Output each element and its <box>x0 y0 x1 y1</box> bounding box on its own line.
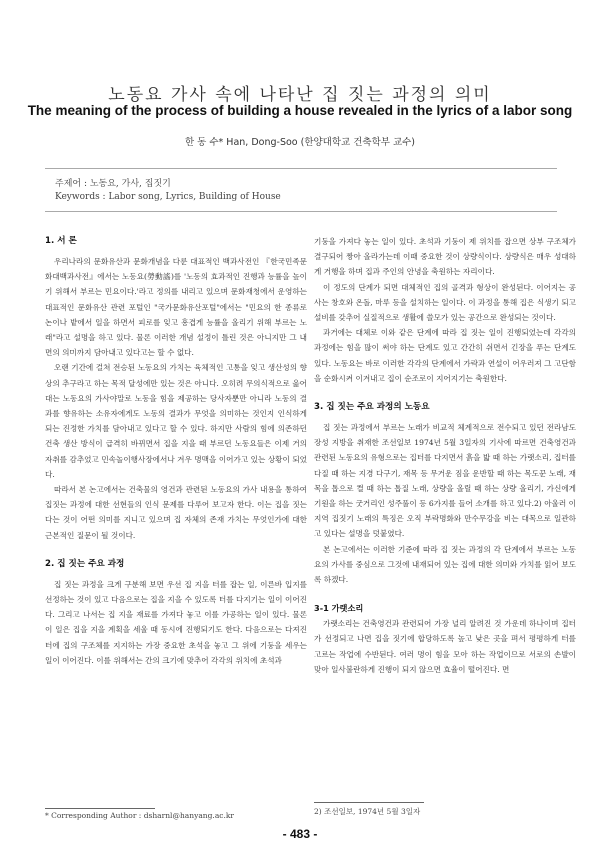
keywords-box <box>45 168 557 212</box>
left-column <box>45 234 307 668</box>
songs-paragraph: 본 논고에서는 이러한 기준에 따라 집 짓는 과정의 각 단계에서 부르는 노동요의 가사를 중심으로 그것에 내재되어 있는 집에 대한 의미와 가치를 읽어 보도록 하겠다. <box>314 544 576 585</box>
keywords-english: Keywords : Labor song, Lyrics, Building of House <box>55 192 281 202</box>
section-heading-songs: 3. 집 짓는 주요 과정의 노동요 <box>314 402 430 413</box>
right-column <box>314 234 576 677</box>
intro-paragraph: 오랜 기간에 걸쳐 전승된 노동요의 가치는 육체적인 고통을 잊고 생산성의 향상의 추구라고 하는 목적 달성에만 있는 것은 아니다. 오히려 무의식적으로 읊어대는 노동요의 가사야말로 노동을 힘을 제공하는 당사자뿐만 아니라 노동의 결과를 향유하는 소유자에게도 노동의 결과가 무엇을 의미하는 것인지 인식하게 되는 진정한 가치를 담아내고 있다고 할 수 있다. 하지만 사람의 힘에 의존하던 건축 생산 방식이 급격히 바뀌면서 집을 지을 때 부르던 노동요들은 이제 거의 자취를 감추었고 민속놀이행사장에서나 겨우 명맥을 이어가고 있는 상황이 되었다. <box>45 363 307 479</box>
page-number: - 483 - <box>282 827 318 841</box>
garae-paragraph: 가랫소리는 건축영건과 관련되어 가장 널리 알려진 것 가운데 하나이며 집터가 선정되고 나면 집을 짓기에 합당하도록 높고 낮은 곳을 펴서 평평하게 터를 고르는 작업에 수반된다. 여러 명이 힘을 모아 하는 작업이므로 서로의 손발이 맞아 일사불란하게 진행이 되지 않으면 효율이 떨어진다. 면 <box>314 619 576 674</box>
author-line: 한 동 수* Han, Dong-Soo (한양대학교 건축학부 교수) <box>184 137 416 148</box>
process-paragraph: 집 짓는 과정을 크게 구분해 보면 우선 집 지을 터를 잡는 일, 이른바 입지를 선정하는 것이 있고 다음으로는 집을 지을 수 있도록 터를 다지기는 일이 이어진다. 그리고 나서는 집 지을 재료를 가져다 놓고 이를 가공하는 일이 있다. 물론 이 일은 집을 지을 계획을 세울 때 동시에 진행되기도 한다. 다음으로는 다져진 터에 집의 구조체를 지지하는 가장 중요한 초석을 놓고 그 위에 기둥을 세우는 일이 이어진다. 이를 위해서는 간의 크기에 맞추어 각각의 위치에 초석과 <box>45 579 307 665</box>
subsection-heading-garae: 3-1 가랫소리 <box>314 603 364 614</box>
footnote-2: 2) 조선일보, 1974년 5월 3일자 <box>314 807 421 816</box>
paper-title-korean: 노동요 가사 속에 나타난 집 짓는 과정의 의미 <box>108 85 492 105</box>
songs-paragraph: 집 짓는 과정에서 부르는 노래가 비교적 체계적으로 전수되고 있던 전라남도 장성 지방을 취재한 조선일보 1974년 5월 3일자의 기사에 따르면 건축영건과 관련된 노동요의 유형으로는 집터를 다지면서 흙을 밟 때 하는 가랫소리, 집터를 다질 때 하는 지경 다구기, 재목 등 무거운 짐을 운반할 때 하는 목도꾼 노래, 재목을 톱으로 켤 때 하는 톱질 노래, 상량을 올릴 때 하는 상량 올리기, 가신에게 기원을 하는 굿거리인 성주풀이 등 6가지를 들어 소개를 하고 있다.2) 아울러 이 지역 집짓기 노래의 특징은 오직 부락명화와 만수무강을 비는 대목으로 일관하고 있다는 설명을 덧붙였다. <box>314 423 576 539</box>
process-paragraph: 과거에는 대체로 이와 같은 단계에 따라 집 짓는 일이 진행되었는데 각각의 과정에는 힘을 많이 써야 하는 단계도 있고 간간히 쉬면서 긴장을 푸는 단계도 있다. 노동요는 바로 이러한 각각의 단계에서 가락과 연설이 어우러져 그 고단함을 순화시켜 이겨내고 집이 순조로이 지어지기는 축원한다. <box>314 328 576 383</box>
footnote-divider <box>45 808 155 809</box>
process-paragraph: 이 정도의 단계가 되면 대체적인 집의 골격과 형상이 완성된다. 이어지는 공사는 창호와 온돌, 마루 등을 설치하는 일이다. 이 과정을 통해 집은 식생기 되고 설비를 갖추어 실질적으로 생활에 쓸모가 있는 공간으로 완성되는 것이다. <box>314 282 576 323</box>
paper-title-english: The meaning of the process of building a house revealed in the lyrics of a labor song <box>27 103 573 118</box>
process-paragraph-continued: 기둥을 가져다 놓는 일이 있다. 초석과 기둥이 제 위치를 잡으면 상부 구조체가 결구되어 짱아 올라가는데 이때 중요한 것이 상량식이다. 상량식은 매우 성대하게 거행을 하며 집과 주인의 안녕을 축원하는 자리이다. <box>314 237 576 277</box>
intro-paragraph: 따라서 본 논고에서는 건축물의 영건과 관련된 노동요의 가사 내용을 통하여 집짓는 과정에 대한 선현들의 인식 문제를 다루어 보고자 한다. 이는 집을 짓는다는 것이 어떤 의미를 지니고 있으며 집 자체의 존재 가치는 무엇인가에 대한 근본적인 질문이 될 것이다. <box>45 485 307 540</box>
section-heading-intro: 1. 서 론 <box>45 236 77 246</box>
section-heading-process: 2. 집 짓는 주요 과정 <box>45 558 125 569</box>
keywords-korean: 주제어 : 노동요, 가사, 집짓기 <box>55 179 171 189</box>
footnote-divider <box>314 802 424 803</box>
corresponding-author-footnote: * Corresponding Author : dsharnl@hanyang.ac.kr <box>45 811 235 820</box>
intro-paragraph: 우리나라의 문화유산과 문화개념을 다룬 대표적인 백과사전인 『한국민족문화대백과사전』에서는 노동요(勞動謠)를 '노동의 효과적인 진행과 능률을 높이기 위해서 부르는 민요이다.'라고 정의를 내리고 있으며 문화재청에서 운영하는 대표적인 문화유산 관련 포털인 "국가문화유산포털"에서는 "민요의 한 종류로 논이나 밭에서 일을 하면서 피로를 잊고 흥겹게 능률을 올리기 위해 부르는 노래"라고 설명을 하고 있다. 물론 이러한 개념 설정이 틀린 것은 아니지만 그 내면의 의미까지 담아내고 있다고는 할 수 없다. <box>45 257 307 358</box>
